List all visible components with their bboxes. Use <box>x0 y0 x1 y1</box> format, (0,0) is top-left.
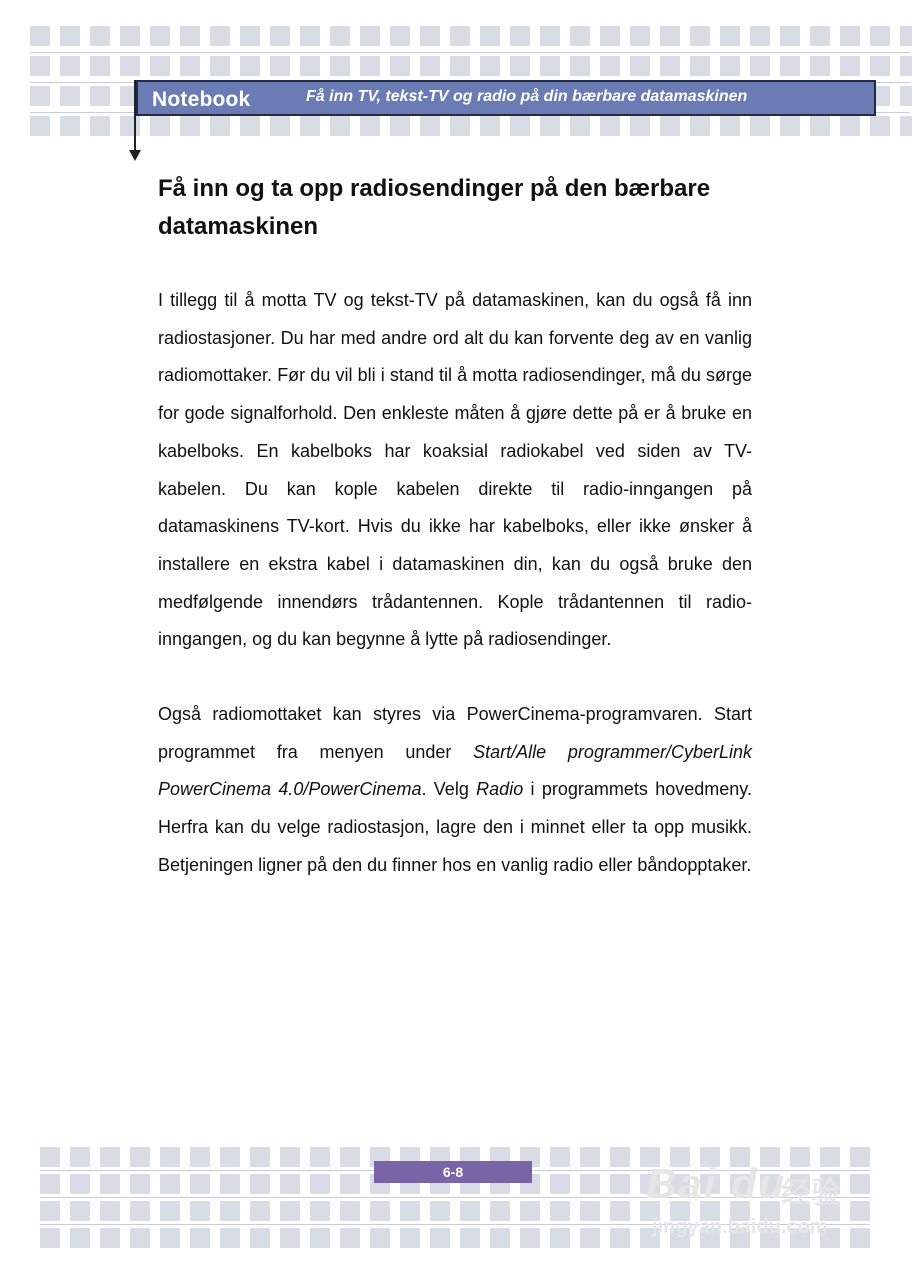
decorative-tile <box>700 1228 720 1248</box>
decorative-tile <box>570 26 590 46</box>
decorative-tile <box>150 116 170 136</box>
watermark-logo: Bai du <box>646 1160 787 1207</box>
decorative-tile <box>240 56 260 76</box>
decorative-tile <box>510 56 530 76</box>
decorative-tile <box>700 1201 720 1221</box>
decorative-tile <box>490 1201 510 1221</box>
decorative-tile <box>370 1228 390 1248</box>
decorative-tile <box>690 56 710 76</box>
decorative-tile <box>340 1201 360 1221</box>
header-bar <box>136 80 876 116</box>
decorative-tile <box>730 1201 750 1221</box>
decorative-tile <box>850 1147 870 1167</box>
decorative-tile <box>510 26 530 46</box>
tile-row <box>30 26 912 46</box>
decorative-tile <box>610 1228 630 1248</box>
decorative-tile <box>420 26 440 46</box>
decorative-tile <box>640 1174 660 1194</box>
header-divider-line <box>30 52 910 53</box>
decorative-tile <box>300 116 320 136</box>
decorative-tile <box>40 1228 60 1248</box>
decorative-tile <box>790 1201 810 1221</box>
decorative-tile <box>600 56 620 76</box>
decorative-tile <box>300 26 320 46</box>
decorative-tile <box>330 116 350 136</box>
decorative-tile <box>30 56 50 76</box>
decorative-tile <box>90 116 110 136</box>
decorative-tile <box>760 1228 780 1248</box>
decorative-tile <box>550 1201 570 1221</box>
arrow-head-icon <box>129 150 141 161</box>
tile-row <box>30 56 912 76</box>
decorative-tile <box>520 1228 540 1248</box>
decorative-tile <box>210 56 230 76</box>
decorative-tile <box>390 26 410 46</box>
decorative-tile <box>180 116 200 136</box>
decorative-tile <box>870 56 890 76</box>
decorative-tile <box>150 26 170 46</box>
decorative-tile <box>60 86 80 106</box>
decorative-tile <box>630 56 650 76</box>
decorative-tile <box>780 56 800 76</box>
decorative-tile <box>700 1147 720 1167</box>
decorative-tile <box>690 26 710 46</box>
decorative-tile <box>490 1228 510 1248</box>
decorative-tile <box>430 1201 450 1221</box>
decorative-tile <box>90 86 110 106</box>
decorative-tile <box>40 1174 60 1194</box>
decorative-tile <box>660 116 680 136</box>
decorative-tile <box>220 1147 240 1167</box>
footer-divider-line <box>40 1197 870 1198</box>
decorative-tile <box>630 26 650 46</box>
decorative-tile <box>510 116 530 136</box>
body-paragraph <box>158 696 752 885</box>
decorative-tile <box>760 1147 780 1167</box>
brand-label: Notebook <box>152 88 251 111</box>
decorative-tile <box>450 116 470 136</box>
decorative-tile <box>820 1147 840 1167</box>
decorative-tile <box>190 1147 210 1167</box>
decorative-tile <box>270 26 290 46</box>
down-arrow-icon <box>134 80 136 152</box>
decorative-tile <box>120 26 140 46</box>
decorative-tile <box>190 1174 210 1194</box>
decorative-tile <box>70 1174 90 1194</box>
decorative-tile <box>820 1201 840 1221</box>
decorative-tile <box>750 56 770 76</box>
decorative-tile <box>870 116 890 136</box>
decorative-tile <box>750 26 770 46</box>
decorative-tile <box>580 1228 600 1248</box>
decorative-tile <box>900 116 912 136</box>
decorative-tile <box>180 56 200 76</box>
decorative-tile <box>250 1147 270 1167</box>
paragraph-text: . Velg <box>421 779 477 800</box>
decorative-tile <box>850 1201 870 1221</box>
decorative-tile <box>160 1201 180 1221</box>
decorative-tile <box>610 1201 630 1221</box>
decorative-tile <box>720 26 740 46</box>
paragraph-text: Også radiomottaket kan styres via PowerCinema-programvaren. Start programmet fra menyen under <box>158 704 752 762</box>
decorative-tile <box>280 1228 300 1248</box>
decorative-tile <box>430 1228 450 1248</box>
decorative-tile <box>820 1174 840 1194</box>
decorative-tile <box>310 1174 330 1194</box>
section-title: Få inn TV, tekst-TV og radio på din bærbare datamaskinen <box>306 88 748 105</box>
decorative-tile <box>190 1201 210 1221</box>
decorative-tile <box>720 56 740 76</box>
decorative-tile <box>900 26 912 46</box>
menu-item-name: Radio <box>476 779 524 800</box>
decorative-tile <box>340 1174 360 1194</box>
decorative-tile <box>810 116 830 136</box>
decorative-tile <box>360 116 380 136</box>
decorative-tile <box>400 1228 420 1248</box>
decorative-tile <box>280 1201 300 1221</box>
decorative-tile <box>550 1228 570 1248</box>
decorative-tile <box>120 56 140 76</box>
decorative-tile <box>790 1174 810 1194</box>
decorative-tile <box>780 116 800 136</box>
decorative-tile <box>250 1174 270 1194</box>
decorative-tile <box>310 1228 330 1248</box>
decorative-tile <box>210 116 230 136</box>
decorative-tile <box>750 116 770 136</box>
decorative-tile <box>570 116 590 136</box>
decorative-tile <box>760 1201 780 1221</box>
decorative-tile <box>310 1201 330 1221</box>
decorative-tile <box>610 1174 630 1194</box>
decorative-tile <box>850 1174 870 1194</box>
body-paragraph: I tillegg til å motta TV og tekst-TV på datamaskinen, kan du også få inn radiostasjoner. Du har med andre ord alt du kan forvente deg av en vanlig radiomottaker. Før du vil bli i stand til å motta radiosendinger, må du sørge for gode signalforhold. Den enkleste måten å gjøre dette på er å bruke en kabelboks. En kabelboks har koaksial radiokabel ved siden av TV-kabelen. Du kan kople kabelen direkte til radio-inngangen på datamaskinens TV-kort. Hvis du ikke har kabelboks, eller ikke ønsker å installere en ekstra kabel i datamaskinen din, kan du også bruke den medfølgende innendørs trådantennen. Kople trådantennen til radio-inngangen, og du kan begynne å lytte på radiosendinger. <box>158 290 752 650</box>
decorative-tile <box>730 1174 750 1194</box>
decorative-tile <box>100 1228 120 1248</box>
decorative-tile <box>840 56 860 76</box>
decorative-tile <box>640 1228 660 1248</box>
decorative-tile <box>390 116 410 136</box>
decorative-tile <box>900 86 912 106</box>
decorative-tile <box>720 116 740 136</box>
decorative-tile <box>30 116 50 136</box>
decorative-tile <box>790 1228 810 1248</box>
decorative-tile <box>300 56 320 76</box>
decorative-tile <box>460 1228 480 1248</box>
decorative-tile <box>840 26 860 46</box>
decorative-tile <box>730 1228 750 1248</box>
decorative-tile <box>70 1201 90 1221</box>
decorative-tile <box>270 116 290 136</box>
decorative-tile <box>60 56 80 76</box>
decorative-tile <box>220 1228 240 1248</box>
decorative-tile <box>540 26 560 46</box>
decorative-tile <box>220 1201 240 1221</box>
decorative-tile <box>370 1201 390 1221</box>
decorative-tile <box>810 56 830 76</box>
tile-row <box>40 1228 870 1248</box>
decorative-tile <box>780 26 800 46</box>
decorative-tile <box>130 1201 150 1221</box>
tile-row <box>40 1201 870 1221</box>
decorative-tile <box>660 26 680 46</box>
decorative-tile <box>180 26 200 46</box>
page-title: Få inn og ta opp radiosendinger på den bærbare datamaskinen <box>158 175 711 240</box>
decorative-tile <box>630 116 650 136</box>
decorative-tile <box>660 56 680 76</box>
decorative-tile <box>640 1201 660 1221</box>
decorative-tile <box>240 116 260 136</box>
decorative-tile <box>60 116 80 136</box>
decorative-tile <box>30 86 50 106</box>
decorative-tile <box>130 1147 150 1167</box>
decorative-tile <box>600 116 620 136</box>
decorative-tile <box>130 1174 150 1194</box>
decorative-tile <box>390 56 410 76</box>
decorative-tile <box>330 26 350 46</box>
decorative-tile <box>160 1147 180 1167</box>
decorative-tile <box>450 56 470 76</box>
decorative-tile <box>870 26 890 46</box>
footer-divider-line <box>40 1224 870 1225</box>
decorative-tile <box>70 1147 90 1167</box>
watermark-label: 经验 <box>781 1177 841 1210</box>
decorative-tile <box>450 26 470 46</box>
decorative-tile <box>240 26 260 46</box>
watermark-url: jingyan.baidu.com <box>652 1216 828 1238</box>
decorative-tile <box>280 1174 300 1194</box>
decorative-tile <box>160 1228 180 1248</box>
decorative-tile <box>400 1201 420 1221</box>
decorative-tile <box>420 116 440 136</box>
decorative-tile <box>360 56 380 76</box>
decorative-tile <box>100 1147 120 1167</box>
decorative-tile <box>90 26 110 46</box>
decorative-tile <box>280 1147 300 1167</box>
decorative-tile <box>840 116 860 136</box>
decorative-tile <box>420 56 440 76</box>
decorative-tile <box>480 26 500 46</box>
decorative-tile <box>850 1228 870 1248</box>
decorative-tile <box>270 56 290 76</box>
decorative-tile <box>790 1147 810 1167</box>
decorative-tile <box>70 1228 90 1248</box>
decorative-tile <box>210 26 230 46</box>
decorative-tile <box>340 1228 360 1248</box>
decorative-tile <box>670 1174 690 1194</box>
decorative-tile <box>330 56 350 76</box>
decorative-tile <box>310 1147 330 1167</box>
decorative-tile <box>30 26 50 46</box>
decorative-tile <box>60 26 80 46</box>
decorative-tile <box>460 1201 480 1221</box>
decorative-tile <box>670 1228 690 1248</box>
decorative-tile <box>810 26 830 46</box>
menu-path: Start/Alle programmer/CyberLink PowerCinema 4.0/PowerCinema <box>158 741 752 800</box>
decorative-tile <box>100 1201 120 1221</box>
decorative-tile <box>610 1147 630 1167</box>
decorative-tile <box>820 1228 840 1248</box>
decorative-tile <box>360 26 380 46</box>
decorative-tile <box>120 116 140 136</box>
decorative-tile <box>250 1201 270 1221</box>
decorative-tile <box>340 1147 360 1167</box>
decorative-tile <box>160 1174 180 1194</box>
decorative-tile <box>580 1174 600 1194</box>
decorative-tile <box>700 1174 720 1194</box>
page-number: 6-8 <box>374 1161 532 1183</box>
decorative-tile <box>670 1147 690 1167</box>
decorative-tile <box>550 1147 570 1167</box>
decorative-tile <box>480 116 500 136</box>
decorative-tile <box>40 1201 60 1221</box>
decorative-tile <box>580 1147 600 1167</box>
decorative-tile <box>730 1147 750 1167</box>
paragraph-text: i programmets hovedmeny. Herfra kan du velge radiostasjon, lagre den i minnet eller ta opp musikk. Betjeningen ligner på den du finner hos en vanlig radio eller båndopptaker. <box>158 779 752 875</box>
decorative-tile <box>190 1228 210 1248</box>
decorative-tile <box>480 56 500 76</box>
decorative-tile <box>250 1228 270 1248</box>
tile-row <box>30 116 912 136</box>
decorative-tile <box>900 56 912 76</box>
decorative-tile <box>570 56 590 76</box>
decorative-tile <box>580 1201 600 1221</box>
decorative-tile <box>90 56 110 76</box>
decorative-tile <box>640 1147 660 1167</box>
decorative-tile <box>150 56 170 76</box>
decorative-tile <box>540 56 560 76</box>
decorative-tile <box>130 1228 150 1248</box>
decorative-tile <box>760 1174 780 1194</box>
decorative-tile <box>670 1201 690 1221</box>
decorative-tile <box>40 1147 60 1167</box>
decorative-tile <box>600 26 620 46</box>
decorative-tile <box>550 1174 570 1194</box>
decorative-tile <box>100 1174 120 1194</box>
decorative-tile <box>690 116 710 136</box>
decorative-tile <box>220 1174 240 1194</box>
decorative-tile <box>540 116 560 136</box>
decorative-tile <box>520 1201 540 1221</box>
